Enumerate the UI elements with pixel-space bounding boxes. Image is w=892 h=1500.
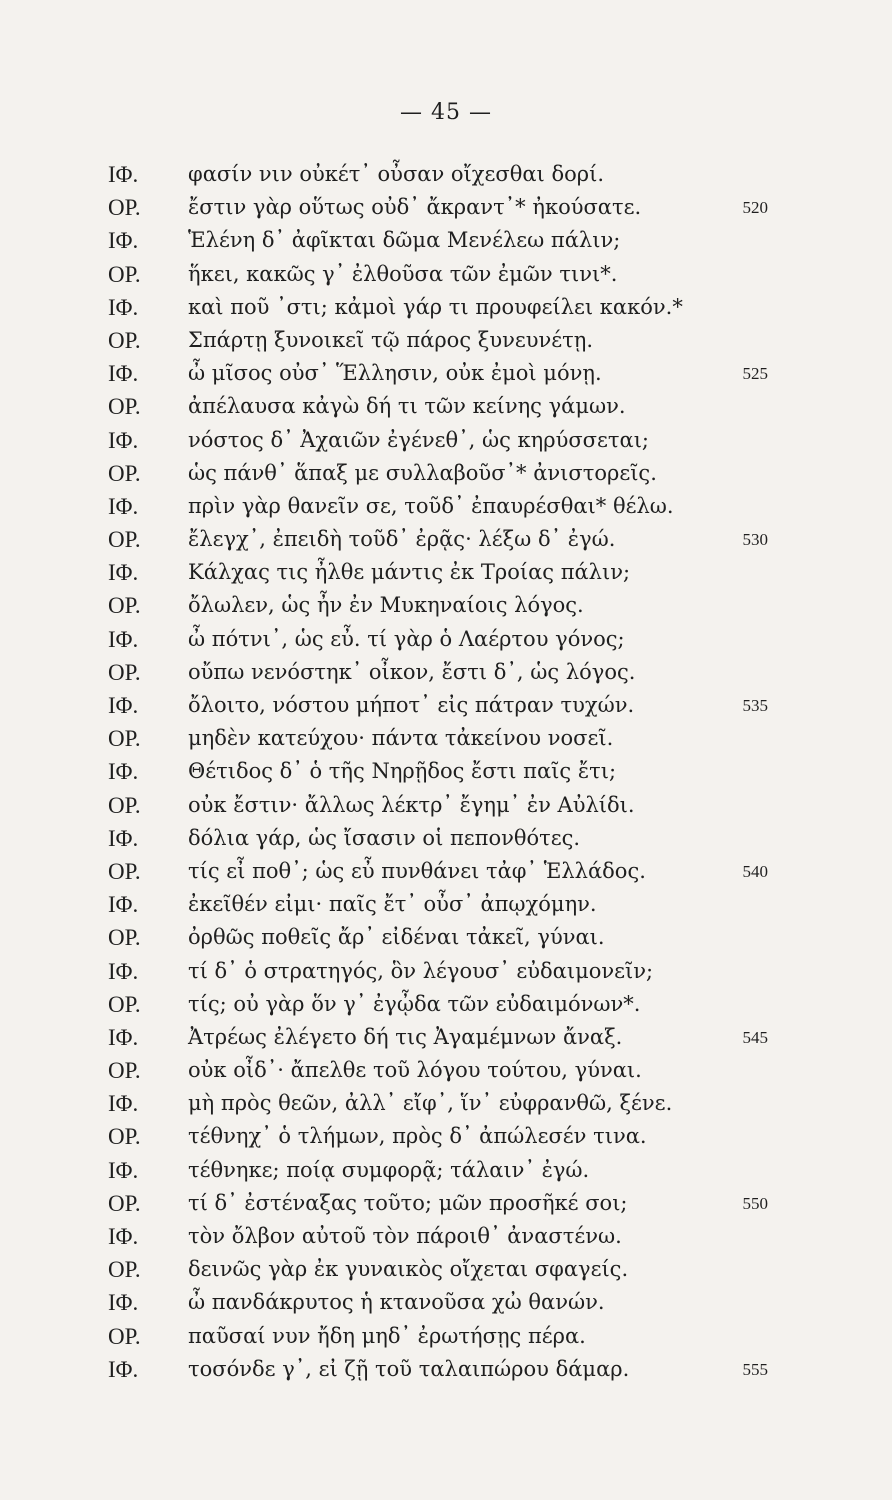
- verse-text: ὦ μῖσος οὐσ᾽ Ἕλλησιν, οὐκ ἐμοὶ μόνῃ.: [188, 361, 602, 386]
- verse-text: τί δ᾽ ὁ στρατηγός, ὃν λέγουσ᾽ εὐδαιμονεῖν;: [188, 958, 654, 983]
- verse-line: [0, 623, 892, 656]
- speaker-label: ΙΦ.: [108, 1024, 139, 1050]
- verse-line: [0, 258, 892, 291]
- speaker-label: ΟΡ.: [108, 792, 141, 818]
- verse-line: [0, 324, 892, 357]
- verse-text: ἀπέλαυσα κἀγὼ δή τι τῶν κείνης γάμων.: [188, 394, 626, 419]
- verse-line: [0, 1120, 892, 1153]
- verse-line: [0, 1054, 892, 1087]
- verse-line: [0, 1154, 892, 1187]
- verse-text: δεινῶς γὰρ ἐκ γυναικὸς οἴχεται σφαγείς.: [188, 1257, 629, 1282]
- verse-line: [0, 1253, 892, 1286]
- verse-text: ὡς πάνθ᾽ ἅπαξ με συλλαβοῦσ᾽* ἀνιστορεῖς.: [188, 460, 657, 485]
- verse-text: τίς; οὐ γὰρ ὅν γ᾽ ἐγᾦδα τῶν εὐδαιμόνων*.: [188, 991, 641, 1016]
- verse-line: [0, 689, 892, 722]
- verse-line: [0, 589, 892, 622]
- verse-text: δόλια γάρ, ὡς ἴσασιν οἱ πεπονθότες.: [188, 825, 581, 850]
- verse-text: Κάλχας τις ἦλθε μάντις ἐκ Τροίας πάλιν;: [188, 560, 631, 585]
- verse-line: [0, 1286, 892, 1319]
- speaker-label: ΙΦ.: [108, 361, 139, 387]
- speaker-label: ΟΡ.: [108, 394, 141, 420]
- verse-line: [0, 722, 892, 755]
- verse-line: [0, 855, 892, 888]
- verse-text: παῦσαί νυν ἤδη μηδ᾽ ἐρωτήσῃς πέρα.: [188, 1323, 586, 1348]
- line-number: 520: [742, 198, 768, 218]
- speaker-label: ΙΦ.: [108, 228, 139, 254]
- speaker-label: ΙΦ.: [108, 1091, 139, 1117]
- speaker-label: ΙΦ.: [108, 1290, 139, 1316]
- verse-text: τίς εἶ ποθ᾽; ὡς εὖ πυνθάνει τἀφ᾽ Ἑλλάδος.: [188, 858, 646, 883]
- speaker-label: ΙΦ.: [108, 892, 139, 918]
- verse-text: ἔλεγχ᾽, ἐπειδὴ τοῦδ᾽ ἐρᾷς· λέξω δ᾽ ἐγώ.: [188, 527, 616, 552]
- speaker-label: ΟΡ.: [108, 858, 141, 884]
- speaker-label: ΙΦ.: [108, 693, 139, 718]
- verse-text: οὐκ οἶδ᾽· ἄπελθε τοῦ λόγου τούτου, γύναι.: [188, 1058, 642, 1083]
- speaker-label: ΙΦ.: [108, 626, 139, 652]
- verse-line: [0, 357, 892, 390]
- speaker-label: ΙΦ.: [108, 1157, 139, 1183]
- verse-text: φασίν νιν οὐκέτ᾽ οὖσαν οἴχεσθαι δορί.: [188, 162, 605, 186]
- verse-text: ὀρθῶς ποθεῖς ἄρ᾽ εἰδέναι τἀκεῖ, γύναι.: [188, 925, 605, 950]
- verse-line: [0, 291, 892, 324]
- verse-line: [0, 158, 892, 191]
- speaker-label: ΟΡ.: [108, 1190, 141, 1216]
- speaker-label: ΙΦ.: [108, 825, 139, 851]
- verse-line: [0, 1353, 892, 1386]
- verse-line: [0, 1087, 892, 1120]
- verse-line: [0, 424, 892, 457]
- verse-line: [0, 224, 892, 257]
- verse-line: [0, 1220, 892, 1253]
- speaker-label: ΙΦ.: [108, 759, 139, 785]
- verse-text: οὔπω νενόστηκ᾽ οἶκον, ἔστι δ᾽, ὡς λόγος.: [188, 659, 636, 684]
- verse-text: τέθνηκε; ποίᾳ συμφορᾷ; τάλαιν᾽ ἐγώ.: [188, 1157, 590, 1182]
- line-number: 535: [742, 696, 768, 715]
- verse-text: τὸν ὄλβον αὐτοῦ τὸν πάροιθ᾽ ἀναστένω.: [188, 1224, 622, 1248]
- speaker-label: ΟΡ.: [108, 593, 141, 619]
- line-number: 525: [742, 364, 768, 384]
- line-number: 540: [742, 861, 768, 881]
- speaker-label: ΙΦ.: [108, 427, 139, 453]
- verse-text: ὦ πότνι᾽, ὡς εὖ. τί γὰρ ὁ Λαέρτου γόνος;: [188, 626, 625, 651]
- speaker-label: ΟΡ.: [108, 1257, 141, 1283]
- verse-text: οὐκ ἔστιν· ἄλλως λέκτρ᾽ ἔγημ᾽ ἐν Αὐλίδι.: [188, 792, 635, 817]
- speaker-label: ΙΦ.: [108, 294, 139, 320]
- verse-line: [0, 656, 892, 689]
- speaker-label: ΟΡ.: [108, 1323, 141, 1349]
- verse-text: Θέτιδος δ᾽ ὁ τῆς Νηρῇδος ἔστι παῖς ἔτι;: [188, 759, 617, 784]
- verse-line: [0, 556, 892, 589]
- verse-text: Ἑλένη δ᾽ ἀφῖκται δῶμα Μενέλεω πάλιν;: [188, 228, 621, 253]
- speaker-label: ΟΡ.: [108, 460, 141, 486]
- speaker-label: ΟΡ.: [108, 1058, 141, 1084]
- verse-text: ἐκεῖθέν εἰμι· παῖς ἔτ᾽ οὖσ᾽ ἀπῳχόμην.: [188, 892, 597, 917]
- verse-line: [0, 523, 892, 556]
- speaker-label: ΙΦ.: [108, 493, 139, 519]
- verse-line: [0, 888, 892, 921]
- verse-text: πρὶν γὰρ θανεῖν σε, τοῦδ᾽ ἐπαυρέσθαι* θέλω.: [188, 493, 674, 518]
- page-number: — 45 —: [400, 100, 492, 125]
- verse-line: [0, 755, 892, 788]
- speaker-label: ΙΦ.: [108, 560, 139, 586]
- verse-text: τί δ᾽ ἐστέναξας τοῦτο; μῶν προσῆκέ σοι;: [188, 1190, 628, 1215]
- speaker-label: ΙΦ.: [108, 1356, 139, 1382]
- verse-line: [0, 789, 892, 822]
- verse-line: [0, 955, 892, 988]
- speaker-label: ΟΡ.: [108, 527, 141, 553]
- verse-text: καὶ ποῦ ᾽στι; κἀμοὶ γάρ τι προυφείλει κακόν.*: [188, 294, 683, 319]
- speaker-label: ΙΦ.: [108, 1224, 139, 1249]
- line-number: 545: [742, 1027, 768, 1047]
- verse-line: [0, 1320, 892, 1353]
- verse-line: [0, 1021, 892, 1054]
- speaker-label: ΟΡ.: [108, 1124, 141, 1150]
- speaker-label: ΙΦ.: [108, 958, 139, 984]
- speaker-label: ΟΡ.: [108, 726, 141, 752]
- speaker-label: ΙΦ.: [108, 162, 139, 187]
- verse-line: [0, 988, 892, 1021]
- speaker-label: ΟΡ.: [108, 327, 141, 353]
- line-number: 530: [742, 530, 768, 550]
- verse-lines: [0, 158, 892, 1386]
- verse-line: [0, 490, 892, 523]
- speaker-label: ΟΡ.: [108, 195, 141, 221]
- line-number: 555: [742, 1359, 768, 1379]
- verse-text: ἥκει, κακῶς γ᾽ ἐλθοῦσα τῶν ἐμῶν τινι*.: [188, 261, 618, 286]
- verse-text: μηδὲν κατεύχου· πάντα τἀκείνου νοσεῖ.: [188, 726, 614, 751]
- verse-text: τοσόνδε γ᾽, εἰ ζῇ τοῦ ταλαιπώρου δάμαρ.: [188, 1356, 630, 1381]
- speaker-label: ΟΡ.: [108, 659, 141, 685]
- speaker-label: ΟΡ.: [108, 991, 141, 1017]
- verse-line: [0, 1187, 892, 1220]
- verse-line: [0, 390, 892, 423]
- verse-text: τέθνηχ᾽ ὁ τλήμων, πρὸς δ᾽ ἀπώλεσέν τινα.: [188, 1124, 647, 1149]
- verse-text: ἔστιν γὰρ οὕτως οὐδ᾽ ἄκραντ᾽* ἠκούσατε.: [188, 195, 642, 220]
- speaker-label: ΟΡ.: [108, 261, 141, 287]
- verse-line: [0, 191, 892, 224]
- verse-text: μὴ πρὸς θεῶν, ἀλλ᾽ εἴφ᾽, ἵν᾽ εὐφρανθῶ, ξένε.: [188, 1091, 673, 1116]
- verse-text: ὄλωλεν, ὡς ἦν ἐν Μυκηναίοις λόγος.: [188, 593, 584, 618]
- speaker-label: ΟΡ.: [108, 925, 141, 951]
- verse-text: νόστος δ᾽ Ἀχαιῶν ἐγένεθ᾽, ὡς κηρύσσεται;: [188, 427, 650, 452]
- verse-line: [0, 457, 892, 490]
- verse-text: ὄλοιτο, νόστου μήποτ᾽ εἰς πάτραν τυχών.: [188, 693, 635, 717]
- verse-line: [0, 921, 892, 954]
- verse-text: ὦ πανδάκρυτος ἡ κτανοῦσα χὠ θανών.: [188, 1290, 605, 1315]
- line-number: 550: [742, 1193, 768, 1213]
- verse-text: Σπάρτῃ ξυνοικεῖ τῷ πάρος ξυνευνέτῃ.: [188, 327, 594, 352]
- verse-text: Ἀτρέως ἐλέγετο δή τις Ἀγαμέμνων ἄναξ.: [188, 1024, 623, 1049]
- verse-line: [0, 822, 892, 855]
